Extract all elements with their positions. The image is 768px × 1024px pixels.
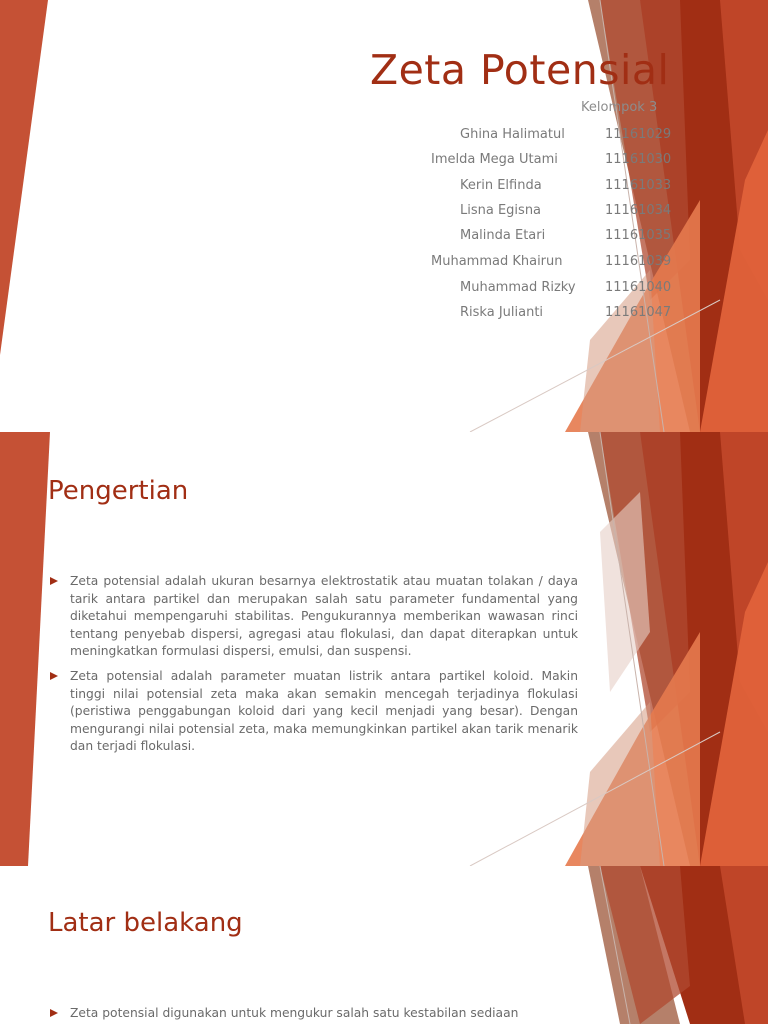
member-name: Lisna Egisna (460, 203, 542, 218)
member-name: Riska Julianti (460, 305, 544, 320)
presentation-title: Zeta Potensial (370, 46, 670, 94)
member-nim: 11161033 (605, 178, 672, 193)
group-label: Kelompok 3 (581, 100, 658, 115)
member-name: Kerin Elfinda (460, 178, 542, 193)
member-name: Muhammad Rizky (460, 280, 576, 295)
section-title: Latar belakang (48, 908, 243, 938)
member-name: Ghina Halimatul (460, 127, 565, 142)
member-nim: 11161039 (605, 254, 672, 269)
slide-latar-belakang (0, 866, 768, 1024)
bullet-text: Zeta potensial digunakan untuk mengukur salah satu kestabilan sediaan (70, 1006, 519, 1020)
member-name: Imelda Mega Utami (431, 152, 558, 167)
bullet-item (48, 668, 578, 756)
member-name: Malinda Etari (460, 228, 546, 243)
triangle-bullet-icon (50, 577, 58, 585)
slide-pengertian (0, 432, 768, 866)
bullet-item (48, 573, 578, 661)
member-nim: 11161047 (605, 305, 672, 320)
triangle-bullet-icon (50, 1009, 58, 1017)
member-nim: 11161030 (605, 152, 672, 167)
member-nim: 11161029 (605, 127, 672, 142)
member-nim: 11161035 (605, 228, 672, 243)
slide-decoration-shapes (0, 866, 768, 1024)
bullet-text: Zeta potensial adalah ukuran besarnya elektrostatik atau muatan tolakan / daya tarik antara partikel dan merupakan salah satu parameter fundamental yang diketahui mempengaruhi stabilitas. Pengukurannya memberikan wawasan rinci tentang penyebab dispersi, agregasi atau flokulasi, dan dapat diterapkan untuk meningkatkan formulasi dispersi, emulsi, dan suspensi. (70, 574, 578, 659)
bullet-list (48, 573, 578, 763)
bullet-item (48, 1005, 578, 1023)
member-nim: 11161034 (605, 203, 672, 218)
triangle-bullet-icon (50, 672, 58, 680)
bullet-list (48, 1005, 578, 1024)
slide-title (0, 0, 768, 432)
member-nim: 11161040 (605, 280, 672, 295)
section-title: Pengertian (48, 476, 189, 506)
bullet-text: Zeta potensial adalah parameter muatan listrik antara partikel koloid. Makin tinggi nilai potensial zeta maka akan semakin mencegah terjadinya flokulasi (peristiwa penggabungan koloid dari yang kecil menjadi yang besar). Dengan mengurangi nilai potensial zeta, maka memungkinkan partikel akan tarik menarik dan terjadi flokulasi. (70, 668, 578, 754)
member-name: Muhammad Khairun (431, 254, 563, 269)
